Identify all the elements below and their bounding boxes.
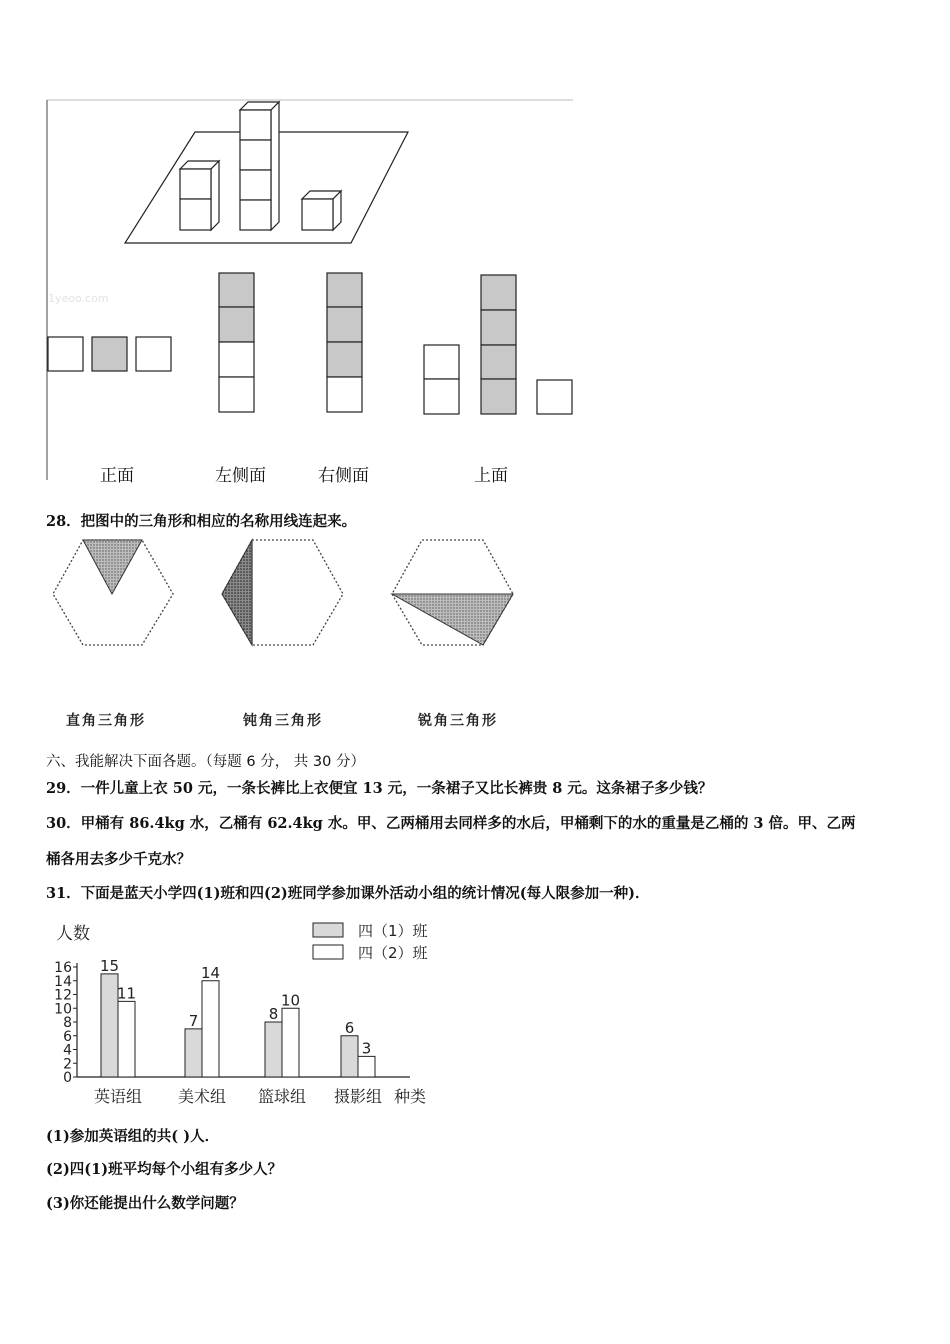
bar-value-label: 3 <box>361 1039 372 1058</box>
right-side-view <box>327 273 362 412</box>
front-view <box>48 337 171 371</box>
left-side-view <box>219 273 254 412</box>
top-view <box>424 275 572 414</box>
hexagon-triangles-figure <box>45 535 525 650</box>
legend-label: 四（2）班 <box>358 944 428 962</box>
bar <box>265 1022 282 1077</box>
cube-stack-middle <box>240 102 279 230</box>
triangle-name-obtuse: 钝角三角形 <box>243 713 323 729</box>
question-29: 29．一件儿童上衣 50 元，一条长裤比上衣便宜 13 元，一条裙子又比长裤贵 8 元。这条裙子多少钱？ <box>46 780 713 797</box>
question-30-line1: 30．甲桶有 86.4kg 水，乙桶有 62.4kg 水。甲、乙两桶用去同样多的水后，甲桶剩下的水的重量是乙桶的 3 倍。甲、乙两 <box>46 815 856 832</box>
cube-stack-left <box>180 161 219 230</box>
y-tick-label: 14 <box>54 973 72 990</box>
bar <box>358 1056 375 1077</box>
y-axis-title: 人数 <box>56 924 90 944</box>
section-6-title: 六、我能解决下面各题。（每题 6 分， 共 30 分） <box>46 754 365 770</box>
question-31: 31．下面是蓝天小学四(1)班和四(2)班同学参加课外活动小组的统计情况(每人限参加一种)． <box>46 885 650 902</box>
x-category-label: 篮球组 <box>257 1087 307 1106</box>
label-left-side: 左侧面 <box>215 466 266 486</box>
x-category-label: 摄影组 <box>333 1087 383 1106</box>
triangle-name-acute: 锐角三角形 <box>418 713 498 729</box>
x-axis-title: 种类 <box>394 1087 427 1106</box>
legend-swatch <box>313 945 343 959</box>
y-tick-label: 10 <box>54 1001 72 1018</box>
cube-single-right <box>302 191 341 230</box>
y-tick-label: 6 <box>63 1028 72 1045</box>
y-tick-label: 16 <box>54 960 72 976</box>
question-31-sub1: (1)参加英语组的共( )人． <box>46 1128 220 1145</box>
label-top: 上面 <box>474 466 508 486</box>
label-right-side: 右侧面 <box>318 466 369 486</box>
three-views-figure <box>40 95 580 490</box>
x-category-label: 美术组 <box>177 1087 227 1106</box>
question-31-sub2: (2)四(1)班平均每个小组有多少人？ <box>46 1161 283 1178</box>
y-tick-label: 8 <box>63 1015 72 1031</box>
y-tick-label: 0 <box>63 1070 72 1086</box>
bar-value-label: 10 <box>280 991 301 1010</box>
triangle-name-right: 直角三角形 <box>66 713 146 729</box>
hexagon-1 <box>53 540 173 645</box>
hexagon-2 <box>222 540 343 645</box>
bar-value-label: 8 <box>268 1005 279 1023</box>
bar <box>118 1001 135 1077</box>
legend-label: 四（1）班 <box>358 922 428 940</box>
bar <box>202 981 219 1077</box>
question-30-line2: 桶各用去多少千克水？ <box>46 851 191 868</box>
bar <box>101 974 118 1077</box>
label-front: 正面 <box>100 466 134 486</box>
y-tick-label: 2 <box>63 1056 72 1073</box>
bar-value-label: 15 <box>99 956 120 975</box>
legend-swatch <box>313 923 343 937</box>
hexagon-3 <box>392 540 513 645</box>
bar <box>185 1029 202 1077</box>
watermark: 1yeoo.com <box>48 292 109 305</box>
x-category-label: 英语组 <box>93 1087 143 1106</box>
bar <box>341 1036 358 1077</box>
question-28: 28．把图中的三角形和相应的名称用线连起来。 <box>46 513 357 530</box>
bar <box>282 1008 299 1077</box>
bar-value-label: 7 <box>188 1011 199 1030</box>
question-31-sub3: (3)你还能提出什么数学问题？ <box>46 1195 244 1212</box>
bar-value-label: 11 <box>116 984 137 1003</box>
y-tick-label: 4 <box>63 1042 72 1059</box>
bar-value-label: 14 <box>200 963 221 982</box>
activity-bar-chart <box>40 915 460 1115</box>
bar-value-label: 6 <box>344 1018 355 1037</box>
y-tick-label: 12 <box>54 987 72 1004</box>
